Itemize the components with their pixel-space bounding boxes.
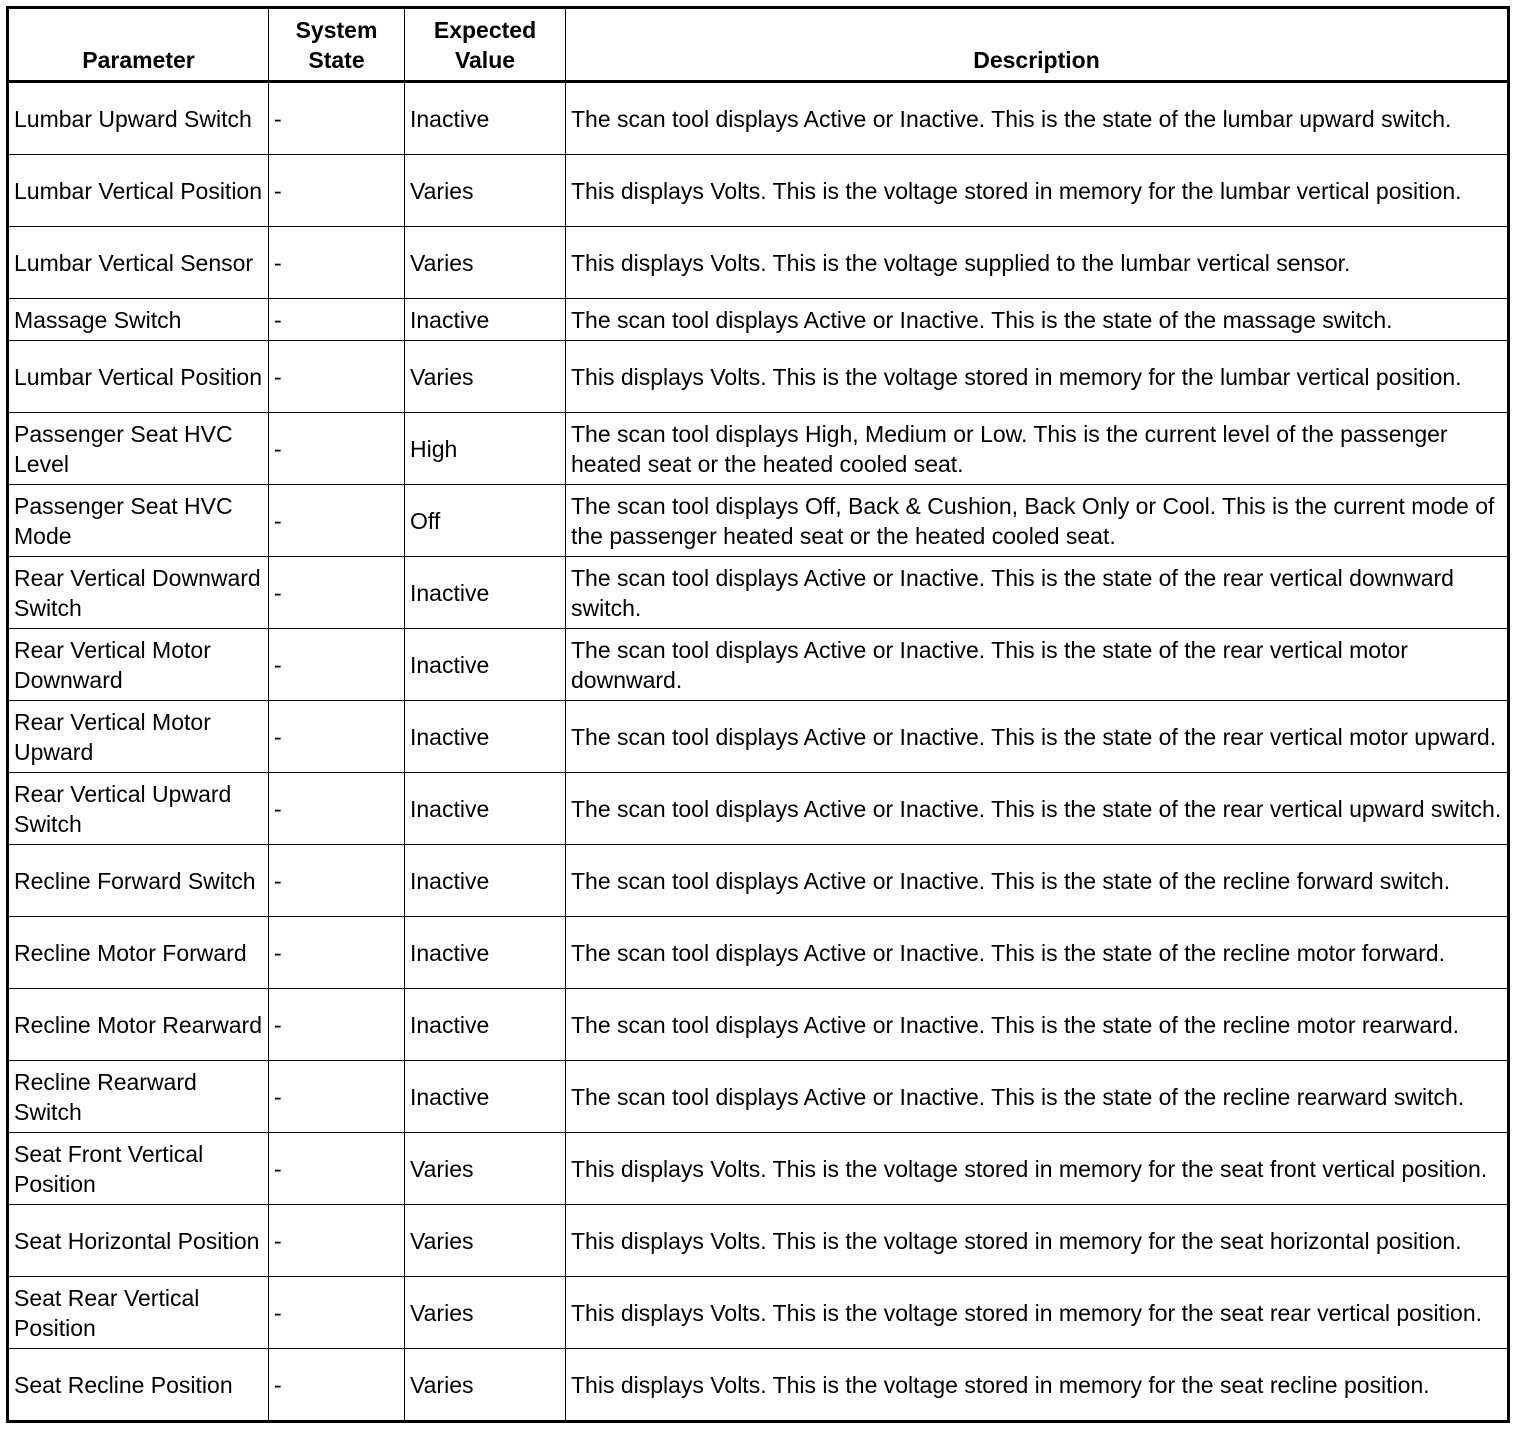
table-row bbox=[8, 845, 1509, 917]
cell-parameter: Recline Motor Forward bbox=[8, 917, 269, 989]
cell-system-state: - bbox=[269, 773, 405, 845]
cell-description: This displays Volts. This is the voltage stored in memory for the seat rear vertical position. bbox=[566, 1277, 1509, 1349]
cell-system-state: - bbox=[269, 341, 405, 413]
cell-parameter: Rear Vertical Motor Downward bbox=[8, 629, 269, 701]
cell-description: This displays Volts. This is the voltage stored in memory for the lumbar vertical position. bbox=[566, 155, 1509, 227]
cell-description: This displays Volts. This is the voltage stored in memory for the seat horizontal position. bbox=[566, 1205, 1509, 1277]
cell-parameter: Rear Vertical Downward Switch bbox=[8, 557, 269, 629]
cell-expected-value: Varies bbox=[405, 155, 566, 227]
cell-system-state: - bbox=[269, 155, 405, 227]
table-row bbox=[8, 341, 1509, 413]
cell-parameter: Passenger Seat HVC Mode bbox=[8, 485, 269, 557]
cell-system-state: - bbox=[269, 82, 405, 155]
cell-expected-value: Varies bbox=[405, 1277, 566, 1349]
header-expected-value: Expected Value bbox=[405, 8, 566, 82]
cell-description: The scan tool displays Active or Inactive. This is the state of the rear vertical motor downward. bbox=[566, 629, 1509, 701]
cell-description: This displays Volts. This is the voltage stored in memory for the seat front vertical position. bbox=[566, 1133, 1509, 1205]
table-row bbox=[8, 155, 1509, 227]
header-row bbox=[8, 8, 1509, 82]
cell-system-state: - bbox=[269, 413, 405, 485]
cell-parameter: Rear Vertical Motor Upward bbox=[8, 701, 269, 773]
cell-parameter: Seat Front Vertical Position bbox=[8, 1133, 269, 1205]
table-row bbox=[8, 1205, 1509, 1277]
cell-system-state: - bbox=[269, 1277, 405, 1349]
cell-expected-value: Varies bbox=[405, 1349, 566, 1422]
table-row bbox=[8, 1277, 1509, 1349]
cell-system-state: - bbox=[269, 227, 405, 299]
cell-expected-value: Inactive bbox=[405, 701, 566, 773]
table-row bbox=[8, 82, 1509, 155]
table-row bbox=[8, 299, 1509, 341]
table-row bbox=[8, 413, 1509, 485]
table-row bbox=[8, 701, 1509, 773]
cell-description: The scan tool displays Off, Back & Cushion, Back Only or Cool. This is the current mode of the passenger heated seat or the heated cooled seat. bbox=[566, 485, 1509, 557]
cell-parameter: Passenger Seat HVC Level bbox=[8, 413, 269, 485]
table-row bbox=[8, 917, 1509, 989]
cell-expected-value: Varies bbox=[405, 341, 566, 413]
cell-description: The scan tool displays Active or Inactive. This is the state of the rear vertical downward switch. bbox=[566, 557, 1509, 629]
table-body bbox=[8, 82, 1509, 1422]
cell-expected-value: Varies bbox=[405, 1133, 566, 1205]
cell-system-state: - bbox=[269, 1349, 405, 1422]
header-parameter: Parameter bbox=[8, 8, 269, 82]
cell-system-state: - bbox=[269, 1133, 405, 1205]
cell-system-state: - bbox=[269, 1205, 405, 1277]
parameter-table bbox=[6, 6, 1510, 1423]
cell-expected-value: Varies bbox=[405, 227, 566, 299]
cell-parameter: Seat Horizontal Position bbox=[8, 1205, 269, 1277]
header-system-state: System State bbox=[269, 8, 405, 82]
cell-expected-value: Inactive bbox=[405, 82, 566, 155]
cell-expected-value: High bbox=[405, 413, 566, 485]
cell-parameter: Seat Rear Vertical Position bbox=[8, 1277, 269, 1349]
header-description: Description bbox=[566, 8, 1509, 82]
cell-description: The scan tool displays Active or Inactive. This is the state of the recline motor forward. bbox=[566, 917, 1509, 989]
cell-description: The scan tool displays Active or Inactive. This is the state of the rear vertical motor upward. bbox=[566, 701, 1509, 773]
cell-description: The scan tool displays Active or Inactive. This is the state of the lumbar upward switch. bbox=[566, 82, 1509, 155]
cell-expected-value: Varies bbox=[405, 1205, 566, 1277]
cell-description: The scan tool displays Active or Inactive. This is the state of the massage switch. bbox=[566, 299, 1509, 341]
cell-system-state: - bbox=[269, 989, 405, 1061]
cell-system-state: - bbox=[269, 299, 405, 341]
cell-system-state: - bbox=[269, 1061, 405, 1133]
cell-expected-value: Inactive bbox=[405, 917, 566, 989]
cell-parameter: Lumbar Vertical Sensor bbox=[8, 227, 269, 299]
table-row bbox=[8, 557, 1509, 629]
table-row bbox=[8, 629, 1509, 701]
cell-parameter: Seat Recline Position bbox=[8, 1349, 269, 1422]
cell-expected-value: Inactive bbox=[405, 557, 566, 629]
cell-parameter: Massage Switch bbox=[8, 299, 269, 341]
table-row bbox=[8, 1061, 1509, 1133]
cell-description: This displays Volts. This is the voltage supplied to the lumbar vertical sensor. bbox=[566, 227, 1509, 299]
cell-expected-value: Off bbox=[405, 485, 566, 557]
cell-parameter: Lumbar Vertical Position bbox=[8, 341, 269, 413]
cell-expected-value: Inactive bbox=[405, 299, 566, 341]
cell-system-state: - bbox=[269, 701, 405, 773]
table-row bbox=[8, 773, 1509, 845]
table-row bbox=[8, 227, 1509, 299]
table-row bbox=[8, 1133, 1509, 1205]
cell-description: The scan tool displays Active or Inactive. This is the state of the rear vertical upward switch. bbox=[566, 773, 1509, 845]
cell-description: This displays Volts. This is the voltage stored in memory for the lumbar vertical position. bbox=[566, 341, 1509, 413]
cell-system-state: - bbox=[269, 629, 405, 701]
cell-expected-value: Inactive bbox=[405, 773, 566, 845]
cell-description: The scan tool displays High, Medium or Low. This is the current level of the passenger heated seat or the heated cooled seat. bbox=[566, 413, 1509, 485]
cell-system-state: - bbox=[269, 485, 405, 557]
cell-expected-value: Inactive bbox=[405, 629, 566, 701]
cell-expected-value: Inactive bbox=[405, 845, 566, 917]
table-row bbox=[8, 989, 1509, 1061]
cell-parameter: Rear Vertical Upward Switch bbox=[8, 773, 269, 845]
cell-parameter: Recline Motor Rearward bbox=[8, 989, 269, 1061]
cell-parameter: Recline Forward Switch bbox=[8, 845, 269, 917]
cell-system-state: - bbox=[269, 845, 405, 917]
table-row bbox=[8, 485, 1509, 557]
cell-description: This displays Volts. This is the voltage stored in memory for the seat recline position. bbox=[566, 1349, 1509, 1422]
cell-description: The scan tool displays Active or Inactive. This is the state of the recline rearward switch. bbox=[566, 1061, 1509, 1133]
cell-system-state: - bbox=[269, 557, 405, 629]
cell-system-state: - bbox=[269, 917, 405, 989]
cell-expected-value: Inactive bbox=[405, 1061, 566, 1133]
cell-parameter: Recline Rearward Switch bbox=[8, 1061, 269, 1133]
table-header bbox=[8, 8, 1509, 82]
cell-description: The scan tool displays Active or Inactive. This is the state of the recline forward switch. bbox=[566, 845, 1509, 917]
cell-expected-value: Inactive bbox=[405, 989, 566, 1061]
table-row bbox=[8, 1349, 1509, 1422]
cell-parameter: Lumbar Upward Switch bbox=[8, 82, 269, 155]
cell-parameter: Lumbar Vertical Position bbox=[8, 155, 269, 227]
cell-description: The scan tool displays Active or Inactive. This is the state of the recline motor rearward. bbox=[566, 989, 1509, 1061]
